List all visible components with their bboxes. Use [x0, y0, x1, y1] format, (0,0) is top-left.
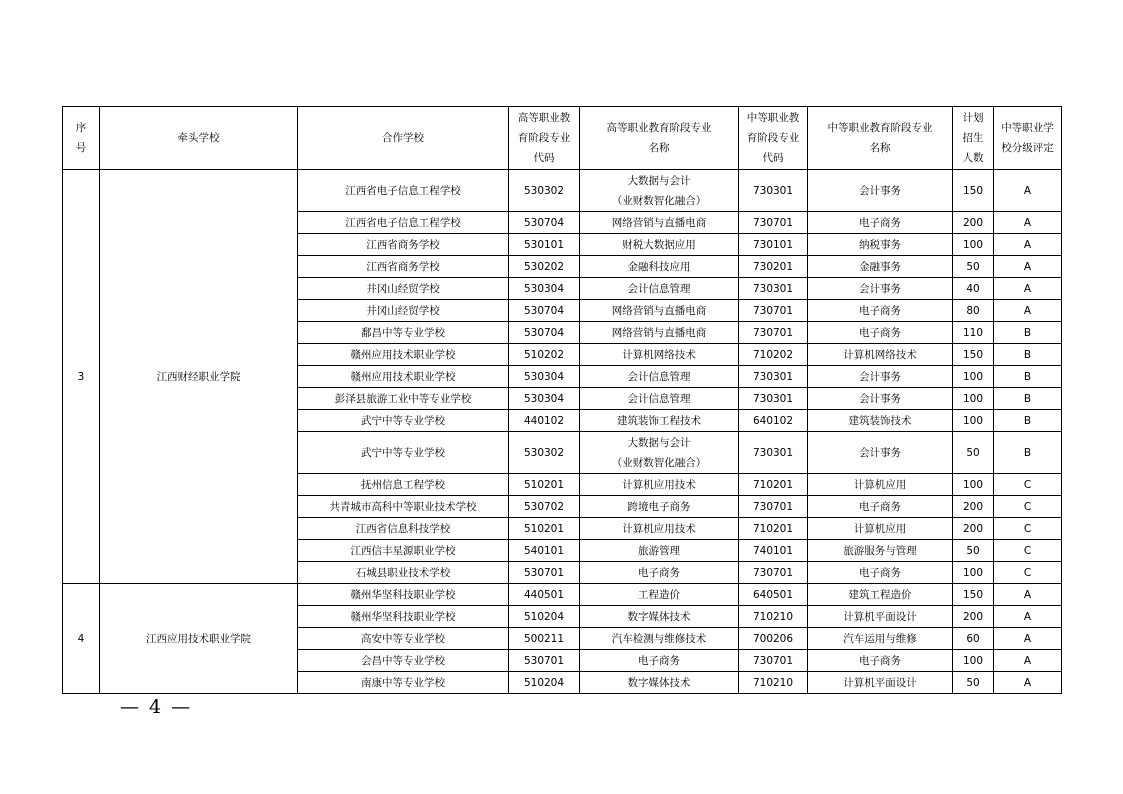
- m-name-cell: 计算机平面设计: [808, 606, 953, 628]
- h-code-cell: 530702: [509, 496, 580, 518]
- partner-cell: 江西省商务学校: [298, 256, 509, 278]
- m-code-cell: 730201: [739, 256, 808, 278]
- m-code-cell: 730301: [739, 278, 808, 300]
- grade-cell: A: [994, 606, 1062, 628]
- header-lead-school: 牵头学校: [100, 107, 298, 170]
- h-code-cell: 440501: [509, 584, 580, 606]
- m-name-cell: 电子商务: [808, 212, 953, 234]
- m-code-cell: 710210: [739, 606, 808, 628]
- h-name-cell: 网络营销与直播电商: [580, 212, 739, 234]
- h-code-cell: 530704: [509, 300, 580, 322]
- h-name-cell: 计算机应用技术: [580, 518, 739, 540]
- m-code-cell: 640102: [739, 410, 808, 432]
- partner-cell: 抚州信息工程学校: [298, 474, 509, 496]
- plan-cell: 100: [953, 650, 994, 672]
- h-name-cell: 计算机网络技术: [580, 344, 739, 366]
- plan-cell: 40: [953, 278, 994, 300]
- partner-cell: 江西省电子信息工程学校: [298, 170, 509, 212]
- m-name-cell: 会计事务: [808, 278, 953, 300]
- m-code-cell: 730301: [739, 366, 808, 388]
- h-code-cell: 530704: [509, 212, 580, 234]
- header-higher-code: 高等职业教育阶段专业代码: [509, 107, 580, 170]
- h-code-cell: 510201: [509, 474, 580, 496]
- h-name-cell: 会计信息管理: [580, 366, 739, 388]
- grade-cell: A: [994, 170, 1062, 212]
- m-name-cell: 纳税事务: [808, 234, 953, 256]
- grade-cell: B: [994, 388, 1062, 410]
- h-name-cell: 数字媒体技术: [580, 672, 739, 694]
- h-name-cell: 大数据与会计 （业财数智化融合）: [580, 432, 739, 474]
- m-name-cell: 会计事务: [808, 170, 953, 212]
- grade-cell: B: [994, 366, 1062, 388]
- grade-cell: B: [994, 432, 1062, 474]
- seq-cell: 4: [63, 584, 100, 694]
- grade-cell: C: [994, 518, 1062, 540]
- grade-cell: B: [994, 410, 1062, 432]
- partner-cell: 鄱昌中等专业学校: [298, 322, 509, 344]
- m-code-cell: 730301: [739, 170, 808, 212]
- m-name-cell: 旅游服务与管理: [808, 540, 953, 562]
- partner-cell: 井冈山经贸学校: [298, 278, 509, 300]
- m-code-cell: 730301: [739, 388, 808, 410]
- plan-cell: 200: [953, 518, 994, 540]
- plan-cell: 100: [953, 562, 994, 584]
- m-code-cell: 730701: [739, 496, 808, 518]
- plan-cell: 150: [953, 170, 994, 212]
- partner-cell: 江西信丰星源职业学校: [298, 540, 509, 562]
- grade-cell: A: [994, 584, 1062, 606]
- m-name-cell: 计算机平面设计: [808, 672, 953, 694]
- h-code-cell: 500211: [509, 628, 580, 650]
- partner-cell: 石城县职业技术学校: [298, 562, 509, 584]
- partner-cell: 高安中等专业学校: [298, 628, 509, 650]
- h-name-cell: 电子商务: [580, 562, 739, 584]
- header-partner-school: 合作学校: [298, 107, 509, 170]
- h-name-cell: 大数据与会计 （业财数智化融合）: [580, 170, 739, 212]
- h-code-cell: 530302: [509, 432, 580, 474]
- m-name-cell: 汽车运用与维修: [808, 628, 953, 650]
- grade-cell: A: [994, 628, 1062, 650]
- partner-cell: 赣州华坚科技职业学校: [298, 606, 509, 628]
- m-name-cell: 建筑装饰技术: [808, 410, 953, 432]
- grade-cell: C: [994, 496, 1062, 518]
- m-code-cell: 730701: [739, 562, 808, 584]
- h-code-cell: 440102: [509, 410, 580, 432]
- partner-cell: 南康中等专业学校: [298, 672, 509, 694]
- grade-cell: C: [994, 540, 1062, 562]
- m-code-cell: 710210: [739, 672, 808, 694]
- m-name-cell: 电子商务: [808, 322, 953, 344]
- header-plan: 计划招生人数: [953, 107, 994, 170]
- plan-cell: 110: [953, 322, 994, 344]
- h-code-cell: 530701: [509, 650, 580, 672]
- partner-cell: 江西省商务学校: [298, 234, 509, 256]
- h-code-cell: 510204: [509, 606, 580, 628]
- h-code-cell: 540101: [509, 540, 580, 562]
- enrollment-table: [62, 106, 1062, 694]
- h-code-cell: 530704: [509, 322, 580, 344]
- plan-cell: 100: [953, 366, 994, 388]
- m-code-cell: 730701: [739, 322, 808, 344]
- header-seq: 序号: [63, 107, 100, 170]
- partner-cell: 赣州华坚科技职业学校: [298, 584, 509, 606]
- plan-cell: 100: [953, 410, 994, 432]
- grade-cell: A: [994, 212, 1062, 234]
- m-name-cell: 计算机应用: [808, 518, 953, 540]
- h-name-cell: 财税大数据应用: [580, 234, 739, 256]
- plan-cell: 50: [953, 432, 994, 474]
- lead-school-cell: 江西应用技术职业学院: [100, 584, 298, 694]
- m-code-cell: 710202: [739, 344, 808, 366]
- table-row: [63, 170, 1062, 212]
- table-row: [63, 584, 1062, 606]
- header-higher-name: 高等职业教育阶段专业名称: [580, 107, 739, 170]
- h-code-cell: 530304: [509, 278, 580, 300]
- h-name-cell: 建筑装饰工程技术: [580, 410, 739, 432]
- m-code-cell: 730701: [739, 300, 808, 322]
- plan-cell: 50: [953, 256, 994, 278]
- m-name-cell: 建筑工程造价: [808, 584, 953, 606]
- m-code-cell: 730701: [739, 212, 808, 234]
- plan-cell: 200: [953, 606, 994, 628]
- m-code-cell: 730701: [739, 650, 808, 672]
- grade-cell: C: [994, 562, 1062, 584]
- m-code-cell: 710201: [739, 518, 808, 540]
- h-name-cell: 跨境电子商务: [580, 496, 739, 518]
- partner-cell: 赣州应用技术职业学校: [298, 344, 509, 366]
- h-code-cell: 530202: [509, 256, 580, 278]
- h-name-cell: 网络营销与直播电商: [580, 300, 739, 322]
- h-name-cell: 旅游管理: [580, 540, 739, 562]
- plan-cell: 100: [953, 474, 994, 496]
- plan-cell: 100: [953, 234, 994, 256]
- h-name-cell: 会计信息管理: [580, 278, 739, 300]
- partner-cell: 武宁中等专业学校: [298, 432, 509, 474]
- m-name-cell: 会计事务: [808, 366, 953, 388]
- m-code-cell: 730101: [739, 234, 808, 256]
- m-name-cell: 会计事务: [808, 388, 953, 410]
- table-header-row: [63, 107, 1062, 170]
- m-name-cell: 金融事务: [808, 256, 953, 278]
- plan-cell: 60: [953, 628, 994, 650]
- grade-cell: C: [994, 474, 1062, 496]
- m-name-cell: 电子商务: [808, 562, 953, 584]
- grade-cell: A: [994, 650, 1062, 672]
- seq-cell: 3: [63, 170, 100, 584]
- grade-cell: A: [994, 300, 1062, 322]
- plan-cell: 100: [953, 388, 994, 410]
- h-name-cell: 网络营销与直播电商: [580, 322, 739, 344]
- plan-cell: 200: [953, 496, 994, 518]
- m-name-cell: 电子商务: [808, 650, 953, 672]
- m-name-cell: 电子商务: [808, 496, 953, 518]
- plan-cell: 150: [953, 344, 994, 366]
- h-name-cell: 计算机应用技术: [580, 474, 739, 496]
- partner-cell: 江西省信息科技学校: [298, 518, 509, 540]
- h-code-cell: 530101: [509, 234, 580, 256]
- header-middle-code: 中等职业教育阶段专业代码: [739, 107, 808, 170]
- header-grade: 中等职业学校分级评定: [994, 107, 1062, 170]
- m-code-cell: 730301: [739, 432, 808, 474]
- grade-cell: B: [994, 344, 1062, 366]
- grade-cell: A: [994, 672, 1062, 694]
- plan-cell: 50: [953, 672, 994, 694]
- m-name-cell: 计算机网络技术: [808, 344, 953, 366]
- m-name-cell: 会计事务: [808, 432, 953, 474]
- grade-cell: A: [994, 256, 1062, 278]
- h-name-cell: 工程造价: [580, 584, 739, 606]
- h-code-cell: 510204: [509, 672, 580, 694]
- m-code-cell: 740101: [739, 540, 808, 562]
- plan-cell: 200: [953, 212, 994, 234]
- grade-cell: B: [994, 322, 1062, 344]
- h-code-cell: 510201: [509, 518, 580, 540]
- grade-cell: A: [994, 234, 1062, 256]
- plan-cell: 80: [953, 300, 994, 322]
- m-code-cell: 700206: [739, 628, 808, 650]
- h-name-cell: 会计信息管理: [580, 388, 739, 410]
- plan-cell: 150: [953, 584, 994, 606]
- m-code-cell: 640501: [739, 584, 808, 606]
- page-number: — 4 —: [120, 696, 193, 718]
- partner-cell: 共青城市高科中等职业技术学校: [298, 496, 509, 518]
- table-body: [63, 170, 1062, 694]
- h-code-cell: 530701: [509, 562, 580, 584]
- plan-cell: 50: [953, 540, 994, 562]
- h-code-cell: 530304: [509, 366, 580, 388]
- h-code-cell: 530304: [509, 388, 580, 410]
- partner-cell: 江西省电子信息工程学校: [298, 212, 509, 234]
- h-code-cell: 510202: [509, 344, 580, 366]
- h-name-cell: 电子商务: [580, 650, 739, 672]
- h-code-cell: 530302: [509, 170, 580, 212]
- h-name-cell: 汽车检测与维修技术: [580, 628, 739, 650]
- m-name-cell: 计算机应用: [808, 474, 953, 496]
- partner-cell: 赣州应用技术职业学校: [298, 366, 509, 388]
- h-name-cell: 数字媒体技术: [580, 606, 739, 628]
- partner-cell: 彭泽县旅游工业中等专业学校: [298, 388, 509, 410]
- grade-cell: A: [994, 278, 1062, 300]
- m-name-cell: 电子商务: [808, 300, 953, 322]
- partner-cell: 会昌中等专业学校: [298, 650, 509, 672]
- m-code-cell: 710201: [739, 474, 808, 496]
- h-name-cell: 金融科技应用: [580, 256, 739, 278]
- lead-school-cell: 江西财经职业学院: [100, 170, 298, 584]
- partner-cell: 武宁中等专业学校: [298, 410, 509, 432]
- partner-cell: 井冈山经贸学校: [298, 300, 509, 322]
- header-middle-name: 中等职业教育阶段专业名称: [808, 107, 953, 170]
